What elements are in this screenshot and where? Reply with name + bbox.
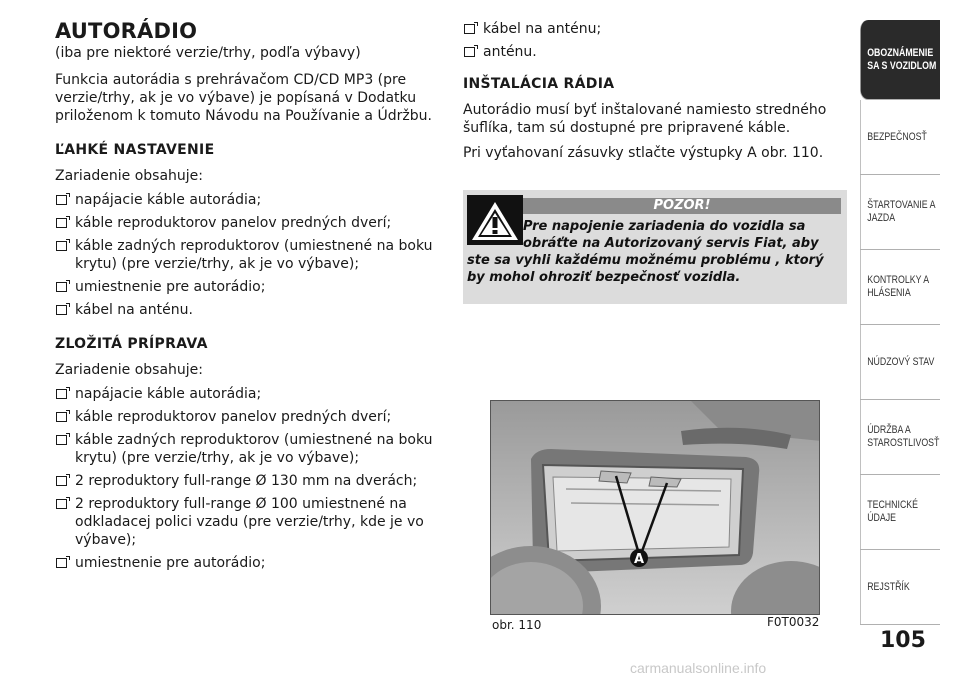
tab-nudzovy-stav[interactable]: NÚDZOVÝ STAV: [860, 325, 940, 400]
checkbox-bullet-icon: [56, 282, 67, 292]
tab-udrzba[interactable]: ÚDRŽBA A STAROSTLIVOSŤ: [860, 400, 940, 475]
list-item: napájacie káble autorádia;: [55, 385, 445, 403]
warning-line-1: Pre napojenie zariadenia do vozidla sa obráťte na Autorizovaný servis Fiat, aby: [523, 219, 819, 251]
checkbox-bullet-icon: [56, 305, 67, 315]
tab-rejstrik[interactable]: REJSTŘÍK: [860, 550, 940, 625]
intro-paragraph: Funkcia autorádia s prehrávačom CD/CD MP3 (pre verzie/trhy, ak je vo výbave) je popísaná v Dodatku priloženom k tomuto Návodu na Používanie a Údržbu.: [55, 72, 432, 124]
chapter-sidebar: [860, 0, 960, 640]
page-number: 105: [880, 628, 926, 653]
list-item: anténu.: [463, 43, 848, 61]
section-heading-install: INŠTALÁCIA RÁDIA: [463, 76, 615, 92]
checkbox-bullet-icon: [464, 24, 475, 34]
marker-a-label: A: [633, 552, 645, 567]
checkbox-bullet-icon: [464, 47, 475, 57]
section-intro: Zariadenie obsahuje:: [55, 168, 204, 184]
section-heading-easy-setup: ĽAHKÉ NASTAVENIE: [55, 142, 215, 158]
list-item: umiestnenie pre autorádio;: [55, 278, 445, 296]
tab-startovanie[interactable]: ŠTARTOVANIE A JAZDA: [860, 175, 940, 250]
install-paragraph-2: Pri vyťahovaní zásuvky stlačte výstupky A obr. 110.: [463, 145, 824, 161]
subtitle: (iba pre niektoré verzie/trhy, podľa výbavy): [55, 45, 361, 61]
list-item: káble reproduktorov panelov predných dverí;: [55, 408, 445, 426]
checkbox-bullet-icon: [56, 435, 67, 445]
checkbox-bullet-icon: [56, 195, 67, 205]
warning-line-2: ste sa vyhli každému možnému problému , ktorý by mohol ohroziť bezpečnosť vozidla.: [467, 253, 824, 285]
middle-column: [463, 20, 848, 162]
list-item: napájacie káble autorádia;: [55, 191, 445, 209]
list-item: 2 reproduktory full-range Ø 100 umiestnené na odkladacej polici vzadu (pre verzie/trhy, kde je vo výbave);: [55, 495, 445, 549]
tab-oboznamenie[interactable]: OBOZNÁMENIE SA S VOZIDLOM: [860, 20, 940, 100]
warning-box: [463, 190, 847, 304]
list-item: kábel na anténu.: [55, 301, 445, 319]
radio-slot-illustration: [491, 401, 820, 615]
list-easy-setup: [55, 191, 445, 319]
checkbox-bullet-icon: [56, 499, 67, 509]
section-intro: Zariadenie obsahuje:: [55, 362, 204, 378]
checkbox-bullet-icon: [56, 241, 67, 251]
checkbox-bullet-icon: [56, 476, 67, 486]
list-item: 2 reproduktory full-range Ø 130 mm na dverách;: [55, 472, 445, 490]
tab-bezpecnost[interactable]: BEZPEČNOSŤ: [860, 100, 940, 175]
list-item: káble zadných reproduktorov (umiestnené na boku krytu) (pre verzie/trhy, ak je vo výbave);: [55, 431, 445, 467]
tab-technicke-udaje[interactable]: TECHNICKÉ ÚDAJE: [860, 475, 940, 550]
figure-caption: obr. 110: [492, 618, 542, 632]
list-item: kábel na anténu;: [463, 20, 848, 38]
figure-code: F0T0032: [767, 615, 820, 629]
list-item: káble zadných reproduktorov (umiestnené na boku krytu) (pre verzie/trhy, ak je vo výbave);: [55, 237, 445, 273]
warning-label: POZOR!: [523, 198, 841, 214]
left-column: [55, 20, 445, 577]
section-heading-complex: ZLOŽITÁ PRÍPRAVA: [55, 336, 208, 352]
watermark: carmanualsonline.info: [630, 660, 767, 676]
list-item: umiestnenie pre autorádio;: [55, 554, 445, 572]
checkbox-bullet-icon: [56, 389, 67, 399]
figure-radio-slot: [490, 400, 820, 615]
page-title: AUTORÁDIO: [55, 19, 198, 43]
list-item: káble reproduktorov panelov predných dverí;: [55, 214, 445, 232]
list-complex: [55, 385, 445, 572]
install-paragraph: Autorádio musí byť inštalované namiesto stredného šuflíka, tam sú dostupné pre pripravené káble.: [463, 102, 827, 136]
checkbox-bullet-icon: [56, 412, 67, 422]
checkbox-bullet-icon: [56, 218, 67, 228]
tab-kontrolky[interactable]: KONTROLKY A HLÁSENIA: [860, 250, 940, 325]
warning-text: [467, 218, 843, 286]
list-continued: [463, 20, 848, 61]
checkbox-bullet-icon: [56, 558, 67, 568]
